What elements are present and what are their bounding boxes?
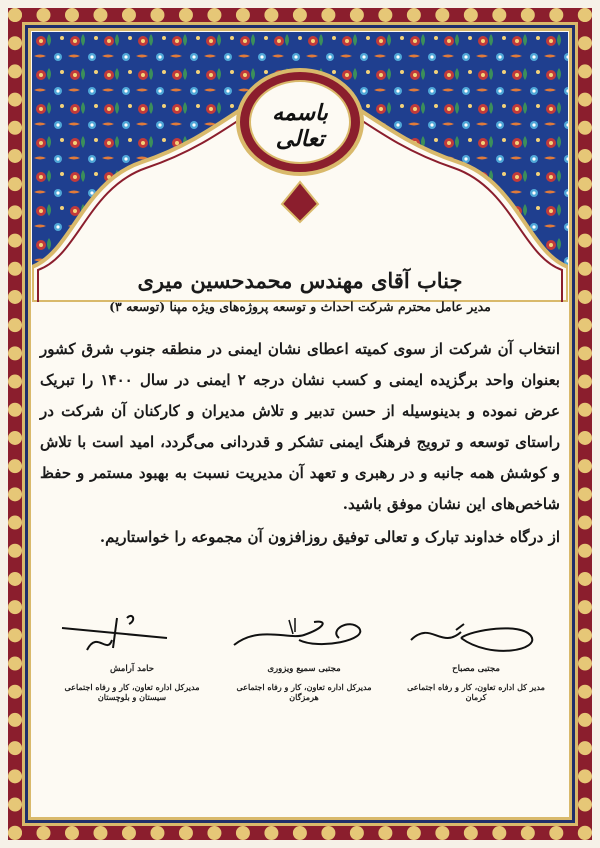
- calligraphy-heading: باسمه تعالی: [272, 100, 328, 152]
- handwritten-signature-icon: [57, 610, 207, 660]
- handwritten-signature-icon: [401, 610, 551, 660]
- paragraph: انتخاب آن شرکت از سوی کمیته اعطای نشان ایمنی در منطقه جنوب شرق کشور بعنوان واحد برگزیده ایمنی و کسب نشان درجه ۲ ایمنی در سال ۱۴۰۰ را تبریک عرض نموده و بدینوسیله از حسن تدبیر و تلاش مدیران و کارکنان آن شرکت در راستای توسعه و ترویج فرهنگ ایمنی تشکر و قدردانی می‌گردد، امید است با تلاش و کوشش همه جانبه و در رهبری و تعهد آن مدیریت نسبت به بهبود مستمر و حفظ شاخص‌های این نشان موفق باشید.: [40, 340, 560, 513]
- recipient-subtitle: مدیر عامل محترم شرکت احداث و توسعه پروژه‌های ویژه مپنا (توسعه ۳): [109, 299, 491, 314]
- handwritten-signature-icon: [229, 610, 379, 660]
- signer-title: مدیر کل اداره تعاون، کار و رفاه اجتماعی کرمان: [407, 682, 545, 702]
- letter-text: [40, 334, 560, 520]
- closing-line: از درگاه خداوند تبارک و تعالی توفیق روزافزون آن مجموعه را خواستاریم.: [99, 528, 560, 546]
- signature-kerman: [396, 610, 556, 720]
- recipient-title: جناب آقای مهندس محمدحسین میری: [137, 268, 463, 293]
- signature-block: [44, 610, 556, 720]
- signer-name: حامد آرامش: [109, 664, 155, 674]
- signature-sistan: [52, 610, 212, 720]
- signature-hormozgan: [224, 610, 384, 720]
- signer-name: مجتبی سمیع ویزوری: [267, 664, 341, 674]
- signer-title: مدیرکل اداره تعاون، کار و رفاه اجتماعی هرمزگان: [236, 682, 372, 702]
- signer-title: مدیرکل اداره تعاون، کار و رفاه اجتماعی سیستان و بلوچستان: [64, 682, 200, 702]
- letter-body: [40, 250, 560, 553]
- signer-name: مجتبی مصباح: [452, 664, 500, 674]
